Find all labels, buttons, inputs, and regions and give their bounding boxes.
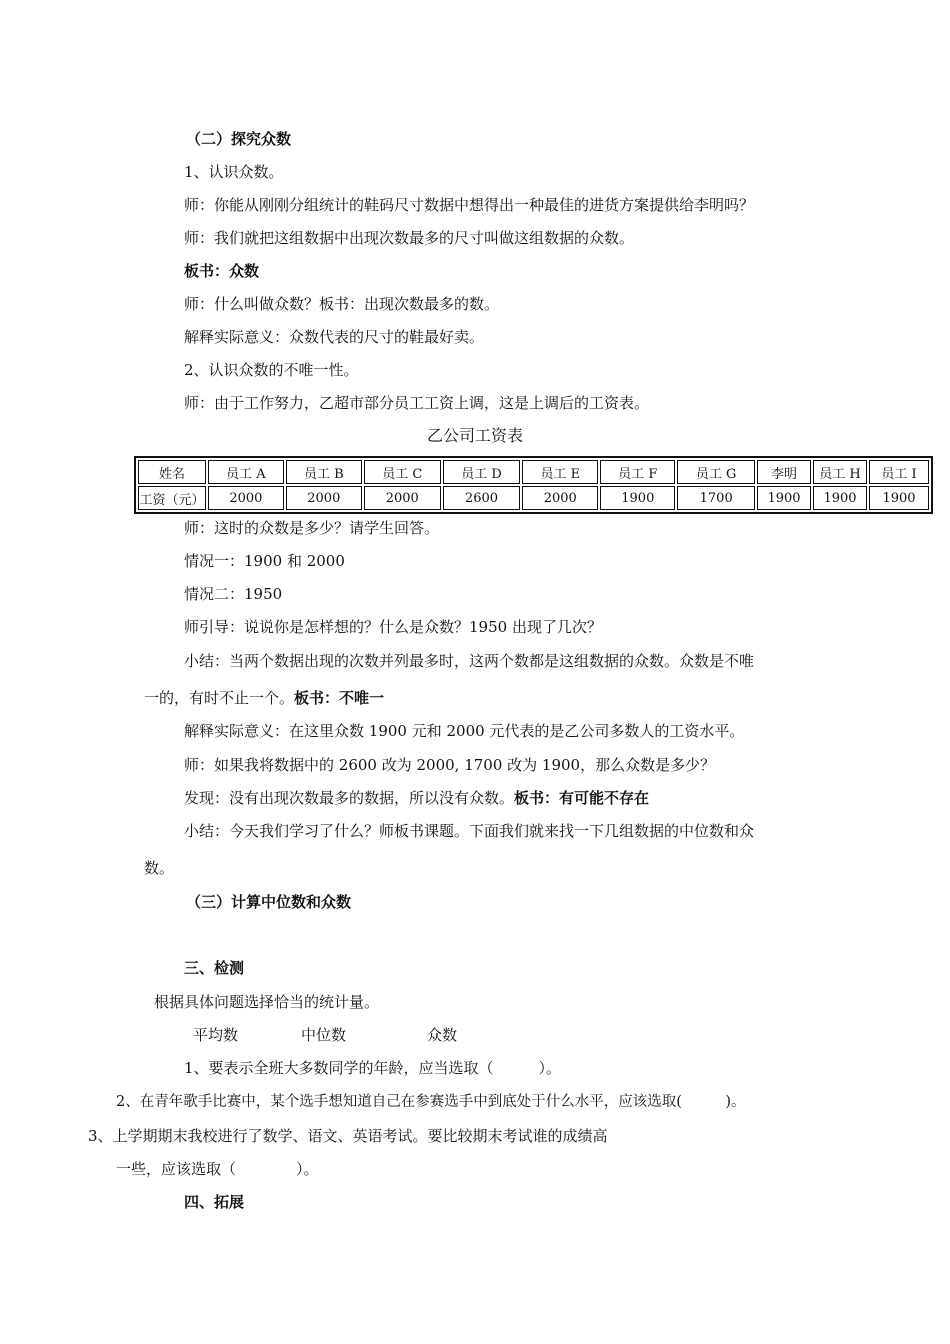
table-cell: 员工 F [600, 460, 675, 484]
table-cell: 姓名 [138, 460, 206, 484]
wage-table [134, 456, 933, 514]
paragraph: 师：如果我将数据中的 2600 改为 2000, 1700 改为 1900，那么众数是多少？ [184, 756, 716, 774]
table-header-row [138, 460, 929, 484]
paragraph: 师：我们就把这组数据中出现次数最多的尺寸叫做这组数据的众数。 [184, 229, 635, 247]
heading-extend: 四、拓展 [184, 1193, 245, 1211]
table-cell: 员工 C [364, 460, 441, 484]
table-cell: 1900 [869, 486, 929, 510]
option-label: 众数 [427, 1026, 458, 1044]
paragraph: 解释实际意义：在这里众数 1900 元和 2000 元代表的是乙公司多数人的工资水平。 [184, 722, 745, 740]
paragraph: 师：这时的众数是多少？请学生回答。 [184, 519, 440, 537]
table-caption: 乙公司工资表 [426, 426, 523, 445]
table-cell: 员工 A [208, 460, 284, 484]
option-label: 中位数 [301, 1026, 347, 1044]
section-title-explore-mode: （二）探究众数 [186, 130, 292, 148]
paragraph: 情况二：1950 [184, 585, 283, 603]
paragraph-text: 一的，有时不止一个。 [144, 689, 295, 707]
question: 3、上学期期末我校进行了数学、语文、英语考试。要比较期末考试谁的成绩高 [88, 1127, 608, 1145]
table-cell: 李明 [757, 460, 811, 484]
table-cell: 员工 H [813, 460, 867, 484]
paragraph: 1、认识众数。 [184, 163, 284, 181]
question: 2、在青年歌手比赛中，某个选手想知道自己在参赛选手中到底处于什么水平，应该选取( )。 [116, 1094, 746, 1110]
table-cell: 工资（元） [138, 486, 206, 510]
table-cell: 2000 [208, 486, 284, 510]
board-note: 板书：众数 [184, 262, 260, 280]
table-cell: 2000 [286, 486, 362, 510]
table-cell: 1900 [600, 486, 675, 510]
paragraph [144, 688, 384, 708]
table-cell: 1700 [677, 486, 755, 510]
paragraph: 小结：今天我们学习了什么？师板书课题。下面我们就来找一下几组数据的中位数和众 [184, 822, 755, 840]
table-cell: 1900 [757, 486, 811, 510]
paragraph: 师：什么叫做众数？板书：出现次数最多的数。 [184, 295, 500, 313]
table-cell: 2600 [443, 486, 521, 510]
table-row [138, 486, 929, 510]
paragraph: 师引导：说说你是怎样想的？什么是众数？1950 出现了几次？ [184, 618, 602, 636]
paragraph-text: 发现：没有出现次数最多的数据，所以没有众数。 [184, 789, 515, 807]
paragraph: 根据具体问题选择恰当的统计量。 [154, 993, 380, 1011]
paragraph: 师：由于工作努力，乙超市部分员工工资上调，这是上调后的工资表。 [184, 394, 650, 412]
paragraph: 小结：当两个数据出现的次数并列最多时，这两个数都是这组数据的众数。众数是不唯 [184, 652, 755, 670]
board-note: 板书：有可能不存在 [514, 789, 650, 807]
table-cell: 员工 D [443, 460, 521, 484]
heading-test: 三、检测 [184, 959, 245, 977]
table-cell: 2000 [522, 486, 598, 510]
table-cell: 员工 I [869, 460, 929, 484]
table-cell: 员工 B [286, 460, 362, 484]
paragraph: 2、认识众数的不唯一性。 [184, 361, 359, 379]
paragraph: 情况一：1900 和 2000 [184, 552, 345, 570]
option-label: 平均数 [193, 1026, 239, 1044]
paragraph: 数。 [144, 859, 175, 877]
section-title-calculate: （三）计算中位数和众数 [186, 893, 352, 911]
paragraph [184, 788, 649, 808]
question: 1、要表示全班大多数同学的年龄，应当选取（ ）。 [184, 1059, 562, 1077]
table-cell: 1900 [813, 486, 867, 510]
board-note: 板书：不唯一 [294, 689, 385, 707]
table-cell: 员工 E [522, 460, 598, 484]
table-cell: 2000 [364, 486, 441, 510]
paragraph: 解释实际意义：众数代表的尺寸的鞋最好卖。 [184, 328, 485, 346]
paragraph: 师：你能从刚刚分组统计的鞋码尺寸数据中想得出一种最佳的进货方案提供给李明吗？ [184, 196, 755, 214]
table-cell: 员工 G [677, 460, 755, 484]
question: 一些，应该选取（ ）。 [116, 1160, 319, 1178]
